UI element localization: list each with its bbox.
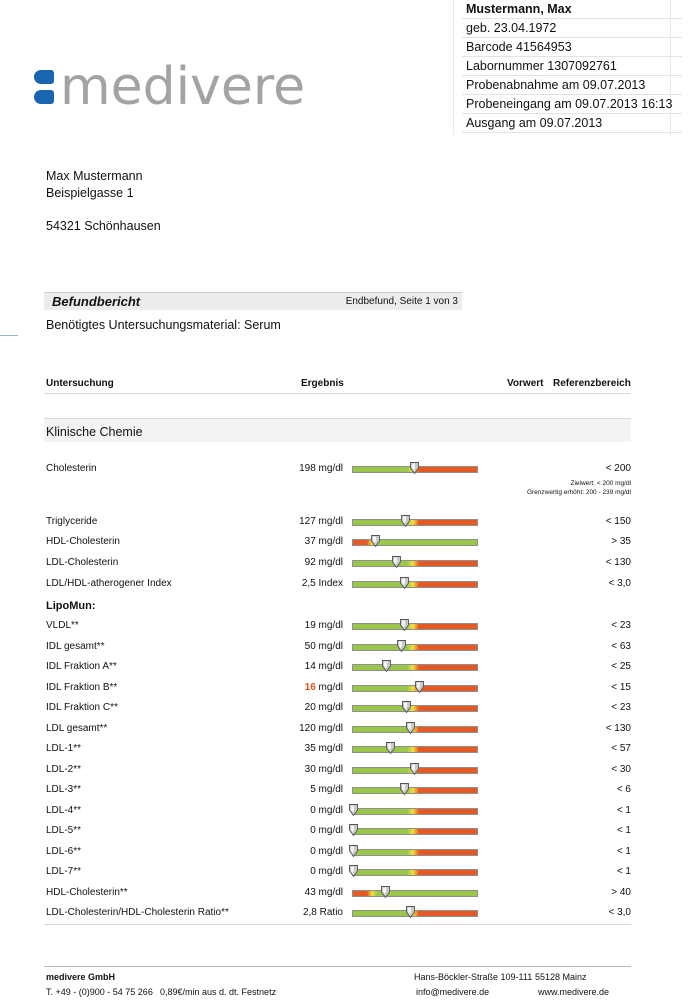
result-value: 2,8 — [302, 907, 317, 918]
footer-phone-note: 0,89€/min aus d. dt. Festnetz — [160, 987, 277, 997]
result-value: 2,5 — [301, 578, 316, 589]
test-name: Triglyceride — [46, 516, 98, 527]
value-marker-icon — [401, 515, 410, 527]
test-name: LDL-3** — [46, 784, 82, 795]
test-result — [299, 723, 343, 734]
range-bar — [352, 910, 478, 917]
test-name: IDL gesamt** — [46, 641, 105, 652]
reference-range: < 15 — [611, 682, 631, 693]
range-segment-primary — [353, 520, 407, 525]
birth-date: geb. 23.04.1972 — [462, 19, 682, 38]
range-segment-primary — [353, 582, 407, 587]
value-marker-icon — [400, 577, 409, 589]
patient-info-box — [462, 0, 682, 133]
cholesterin-target-note: Zielwert: < 200 mg/dl — [570, 480, 631, 487]
range-bar — [352, 705, 478, 712]
value-marker-icon — [386, 742, 395, 754]
reference-range: < 63 — [611, 641, 631, 652]
result-unit: mg/dl — [318, 784, 343, 795]
range-bar — [352, 726, 478, 733]
value-marker-icon — [349, 865, 358, 877]
table-row — [0, 639, 693, 653]
range-bar — [352, 828, 478, 835]
range-segment-primary — [353, 788, 407, 793]
range-segment-transition — [407, 829, 419, 834]
value-marker-icon — [406, 722, 415, 734]
table-row — [0, 782, 693, 796]
result-unit: mg/dl — [318, 557, 343, 568]
reference-range: < 57 — [611, 743, 631, 754]
test-name: LDL/HDL-atherogener Index — [46, 578, 172, 589]
address-street: Beispielgasse 1 — [46, 186, 134, 200]
test-result — [302, 578, 343, 589]
test-name: LDL-4** — [46, 805, 82, 816]
reference-range: < 30 — [611, 764, 631, 775]
result-value: 19 — [304, 620, 316, 631]
receipt-date: Probeneingang am 09.07.2013 16:13 — [462, 95, 682, 114]
result-value: 0 — [310, 805, 316, 816]
range-segment-transition — [407, 747, 419, 752]
test-result — [299, 516, 343, 527]
result-value: 35 — [304, 743, 316, 754]
table-row — [0, 514, 693, 528]
footer-street: Hans-Böckler-Straße 109-111 — [414, 972, 533, 982]
range-segment-transition — [407, 809, 419, 814]
range-segment-primary — [353, 624, 407, 629]
range-segment-transition — [407, 870, 419, 875]
result-value: 50 — [304, 641, 316, 652]
result-unit: mg/dl — [318, 805, 343, 816]
table-row — [0, 576, 693, 590]
footer-company: medivere GmbH — [46, 972, 116, 982]
address-city: 54321 Schönhausen — [46, 219, 161, 233]
test-name: LDL-6** — [46, 846, 82, 857]
result-value: 92 — [304, 557, 316, 568]
value-marker-icon — [392, 556, 401, 568]
footer-divider — [44, 966, 631, 967]
footer-city: 55128 Mainz — [535, 972, 587, 982]
result-unit: mg/dl — [318, 866, 343, 877]
value-marker-icon — [381, 886, 390, 898]
result-unit: mg/dl — [318, 825, 343, 836]
reference-range: < 1 — [616, 825, 631, 836]
report-title: Befundbericht — [52, 294, 141, 309]
footer-website[interactable]: www.medivere.de — [538, 987, 610, 997]
test-result — [303, 907, 343, 918]
result-value: 0 — [310, 825, 316, 836]
table-row — [0, 823, 693, 837]
lipomun-title: LipoMun: — [46, 600, 96, 612]
table-row — [0, 844, 693, 858]
logo-dot-top — [34, 70, 54, 84]
result-unit: mg/dl — [318, 702, 343, 713]
result-value: 0 — [310, 846, 316, 857]
range-segment-primary — [353, 727, 407, 732]
info-box-left-border — [453, 0, 454, 135]
table-row — [0, 741, 693, 755]
test-name: Cholesterin — [46, 463, 97, 474]
result-unit: mg/dl — [318, 764, 343, 775]
result-value: 20 — [304, 702, 316, 713]
range-bar — [352, 519, 478, 526]
table-row — [0, 905, 693, 919]
value-marker-icon — [400, 783, 409, 795]
value-marker-icon — [382, 660, 391, 672]
section-title: Klinische Chemie — [46, 425, 143, 439]
reference-range: > 35 — [611, 536, 631, 547]
range-segment-primary — [353, 850, 407, 855]
range-segment-primary — [353, 809, 407, 814]
result-unit: mg/dl — [318, 743, 343, 754]
fold-mark — [0, 335, 18, 336]
range-segment-primary — [353, 747, 407, 752]
test-name: IDL Fraktion A** — [46, 661, 117, 672]
table-row — [0, 762, 693, 776]
value-marker-icon — [397, 640, 406, 652]
table-row — [0, 864, 693, 878]
output-date: Ausgang am 09.07.2013 — [462, 114, 682, 133]
result-unit: mg/dl — [318, 682, 343, 693]
cholesterin-borderline-note: Grenzwertig erhöht: 200 - 239 mg/dl — [526, 489, 631, 496]
range-segment-primary — [353, 870, 407, 875]
value-marker-icon — [410, 462, 419, 474]
column-header-test: Untersuchung — [46, 378, 114, 389]
value-marker-icon — [349, 824, 358, 836]
result-unit: mg/dl — [318, 723, 343, 734]
test-result — [305, 702, 343, 713]
range-bar — [352, 890, 478, 897]
range-segment-primary — [353, 686, 407, 691]
result-unit: mg/dl — [318, 641, 343, 652]
table-row — [0, 680, 693, 694]
table-row — [0, 885, 693, 899]
range-segment-primary — [353, 467, 407, 472]
reference-range: > 40 — [611, 887, 631, 898]
footer-email[interactable]: info@medivere.de — [416, 987, 490, 997]
value-marker-icon — [371, 535, 380, 547]
result-value: 120 — [299, 723, 316, 734]
barcode: Barcode 41564953 — [462, 38, 682, 57]
test-name: HDL-Cholesterin — [46, 536, 120, 547]
test-name: LDL-1** — [46, 743, 82, 754]
reference-range: < 3,0 — [608, 578, 631, 589]
reference-range: < 1 — [616, 805, 631, 816]
range-bar — [352, 849, 478, 856]
logo-dot-bottom — [34, 90, 54, 104]
table-row — [0, 721, 693, 735]
value-marker-icon — [406, 906, 415, 918]
test-name: LDL-2** — [46, 764, 82, 775]
column-header-result: Ergebnis — [301, 378, 344, 389]
table-row — [0, 700, 693, 714]
test-name: IDL Fraktion C** — [46, 702, 118, 713]
result-unit: Ratio — [319, 907, 343, 918]
range-segment-primary — [353, 911, 407, 916]
test-name: LDL-5** — [46, 825, 82, 836]
test-result — [305, 887, 343, 898]
table-bottom-divider — [44, 924, 631, 925]
footer-phone: T. +49 - (0)900 - 54 75 266 — [46, 987, 153, 997]
result-unit: mg/dl — [318, 516, 343, 527]
result-unit: mg/dl — [318, 536, 343, 547]
reference-range: < 3,0 — [608, 907, 631, 918]
value-marker-icon — [400, 619, 409, 631]
test-name: IDL Fraktion B** — [46, 682, 118, 693]
column-header-previous: Vorwert — [507, 378, 544, 389]
result-unit: Index — [318, 578, 343, 589]
range-bar — [352, 685, 478, 692]
test-result — [299, 463, 343, 474]
reference-range: < 150 — [605, 516, 631, 527]
reference-range: < 130 — [605, 557, 631, 568]
sample-material: Benötigtes Untersuchungsmaterial: Serum — [46, 318, 281, 332]
test-result — [305, 743, 343, 754]
reference-range: < 25 — [611, 661, 631, 672]
lab-number: Labornummer 1307092761 — [462, 57, 682, 76]
reference-range: < 200 — [605, 463, 631, 474]
logo-text: medivere — [60, 57, 306, 117]
test-result — [310, 846, 343, 857]
result-value: 198 — [299, 463, 316, 474]
range-bar — [352, 466, 478, 473]
range-segment-transition — [407, 850, 419, 855]
result-value: 43 — [304, 887, 316, 898]
value-marker-icon — [349, 804, 358, 816]
test-result — [305, 682, 343, 693]
range-segment-transition — [407, 665, 419, 670]
table-row — [0, 803, 693, 817]
reference-range: < 23 — [611, 702, 631, 713]
reference-range: < 1 — [616, 846, 631, 857]
range-bar — [352, 581, 478, 588]
test-name: HDL-Cholesterin** — [46, 887, 128, 898]
result-value: 5 — [310, 784, 316, 795]
result-unit: mg/dl — [318, 661, 343, 672]
range-bar — [352, 787, 478, 794]
patient-name: Mustermann, Max — [462, 0, 682, 19]
test-name: VLDL** — [46, 620, 79, 631]
reference-range: < 6 — [616, 784, 631, 795]
test-result — [310, 805, 343, 816]
logo-mark — [32, 62, 58, 112]
test-name: LDL-Cholesterin — [46, 557, 119, 568]
header-divider — [44, 393, 631, 394]
value-marker-icon — [402, 701, 411, 713]
report-header-bar — [44, 292, 462, 310]
value-marker-icon — [410, 763, 419, 775]
range-segment-primary — [353, 829, 407, 834]
reference-range: < 1 — [616, 866, 631, 877]
range-bar — [352, 869, 478, 876]
column-header-reference: Referenzbereich — [553, 378, 631, 389]
range-bar — [352, 623, 478, 630]
test-result — [305, 661, 343, 672]
recipient-address — [46, 168, 161, 235]
test-result — [310, 866, 343, 877]
range-segment-primary — [353, 706, 407, 711]
test-result — [305, 536, 343, 547]
section-top-divider — [44, 418, 631, 419]
result-unit: mg/dl — [318, 846, 343, 857]
value-marker-icon — [349, 845, 358, 857]
range-bar — [352, 664, 478, 671]
result-value: 127 — [299, 516, 316, 527]
range-segment-primary — [353, 891, 367, 896]
address-name: Max Mustermann — [46, 169, 143, 183]
result-unit: mg/dl — [318, 463, 343, 474]
test-result — [305, 557, 343, 568]
result-value: 37 — [304, 536, 316, 547]
value-marker-icon — [415, 681, 424, 693]
table-row — [0, 618, 693, 632]
test-name: LDL-7** — [46, 866, 82, 877]
test-result — [305, 764, 343, 775]
reference-range: < 130 — [605, 723, 631, 734]
result-value: 16 — [304, 682, 316, 693]
result-unit: mg/dl — [318, 620, 343, 631]
test-result — [310, 825, 343, 836]
range-bar — [352, 767, 478, 774]
report-status: Endbefund, Seite 1 von 3 — [345, 296, 458, 307]
sampling-date: Probenabnahme am 09.07.2013 — [462, 76, 682, 95]
range-segment-transition — [407, 561, 419, 566]
range-segment-primary — [353, 768, 407, 773]
range-bar — [352, 560, 478, 567]
test-result — [310, 784, 343, 795]
range-bar — [352, 539, 478, 546]
table-row — [0, 659, 693, 673]
table-row — [0, 534, 693, 548]
medivere-logo — [32, 57, 306, 117]
range-segment-primary — [353, 540, 367, 545]
table-row — [0, 461, 693, 475]
result-value: 30 — [304, 764, 316, 775]
result-value: 14 — [304, 661, 316, 672]
test-name: LDL gesamt** — [46, 723, 108, 734]
range-bar — [352, 746, 478, 753]
range-segment-transition — [407, 645, 419, 650]
reference-range: < 23 — [611, 620, 631, 631]
range-segment-transition — [367, 891, 377, 896]
test-result — [305, 620, 343, 631]
range-bar — [352, 808, 478, 815]
test-name: LDL-Cholesterin/HDL-Cholesterin Ratio** — [46, 907, 229, 918]
range-bar — [352, 644, 478, 651]
table-row — [0, 555, 693, 569]
test-result — [305, 641, 343, 652]
result-value: 0 — [310, 866, 316, 877]
result-unit: mg/dl — [318, 887, 343, 898]
range-segment-primary — [353, 665, 407, 670]
